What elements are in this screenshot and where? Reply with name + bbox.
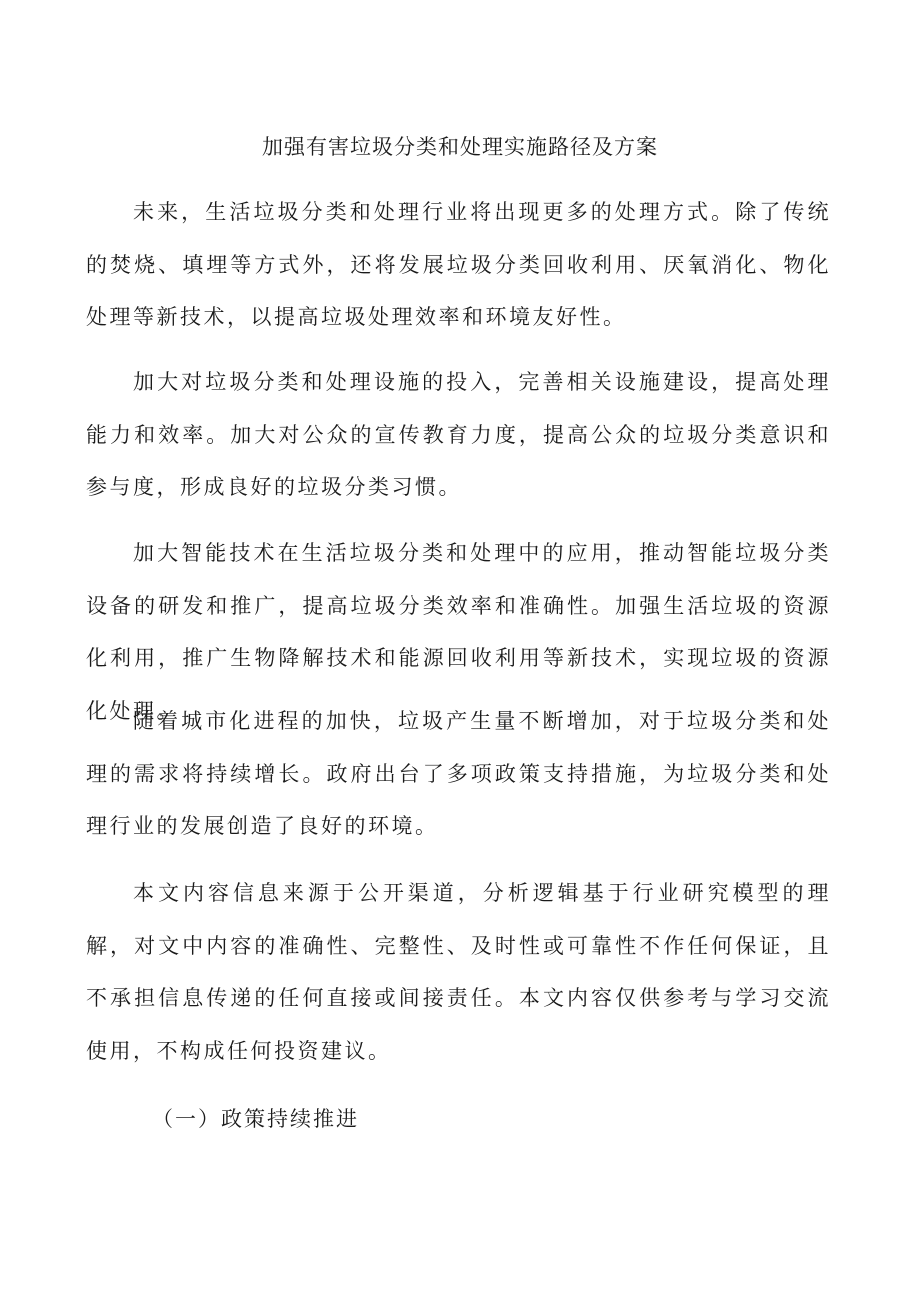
paragraph-smart-technology: 加大智能技术在生活垃圾分类和处理中的应用，推动智能垃圾分类设备的研发和推广，提高垃圾分类效率和准确性。加强生活垃圾的资源化利用，推广生物降解技术和能源回收利用等新技术，实现垃圾的资源化处理。 bbox=[86, 541, 831, 723]
paragraph-facility-investment: 加大对垃圾分类和处理设施的投入，完善相关设施建设，提高处理能力和效率。加大对公众的宣传教育力度，提高公众的垃圾分类意识和参与度，形成良好的垃圾分类习惯。 bbox=[86, 370, 831, 499]
section-heading: （一）政策持续推进 bbox=[152, 1107, 359, 1131]
paragraph-disclaimer: 本文内容信息来源于公开渠道，分析逻辑基于行业研究模型的理解，对文中内容的准确性、完整性、及时性或可靠性不作任何保证，且不承担信息传递的任何直接或间接责任。本文内容仅供参考与学习交流使用，不构成任何投资建议。 bbox=[86, 881, 831, 1063]
document-title: 加强有害垃圾分类和处理实施路径及方案 bbox=[262, 135, 658, 159]
paragraph-future-methods: 未来，生活垃圾分类和处理行业将出现更多的处理方式。除了传统的焚烧、填埋等方式外，还将发展垃圾分类回收利用、厌氧消化、物化处理等新技术，以提高垃圾处理效率和环境友好性。 bbox=[86, 200, 831, 329]
paragraph-demand-growth: 随着城市化进程的加快，垃圾产生量不断增加，对于垃圾分类和处理的需求将持续增长。政府出台了多项政策支持措施，为垃圾分类和处理行业的发展创造了良好的环境。 bbox=[86, 709, 831, 838]
